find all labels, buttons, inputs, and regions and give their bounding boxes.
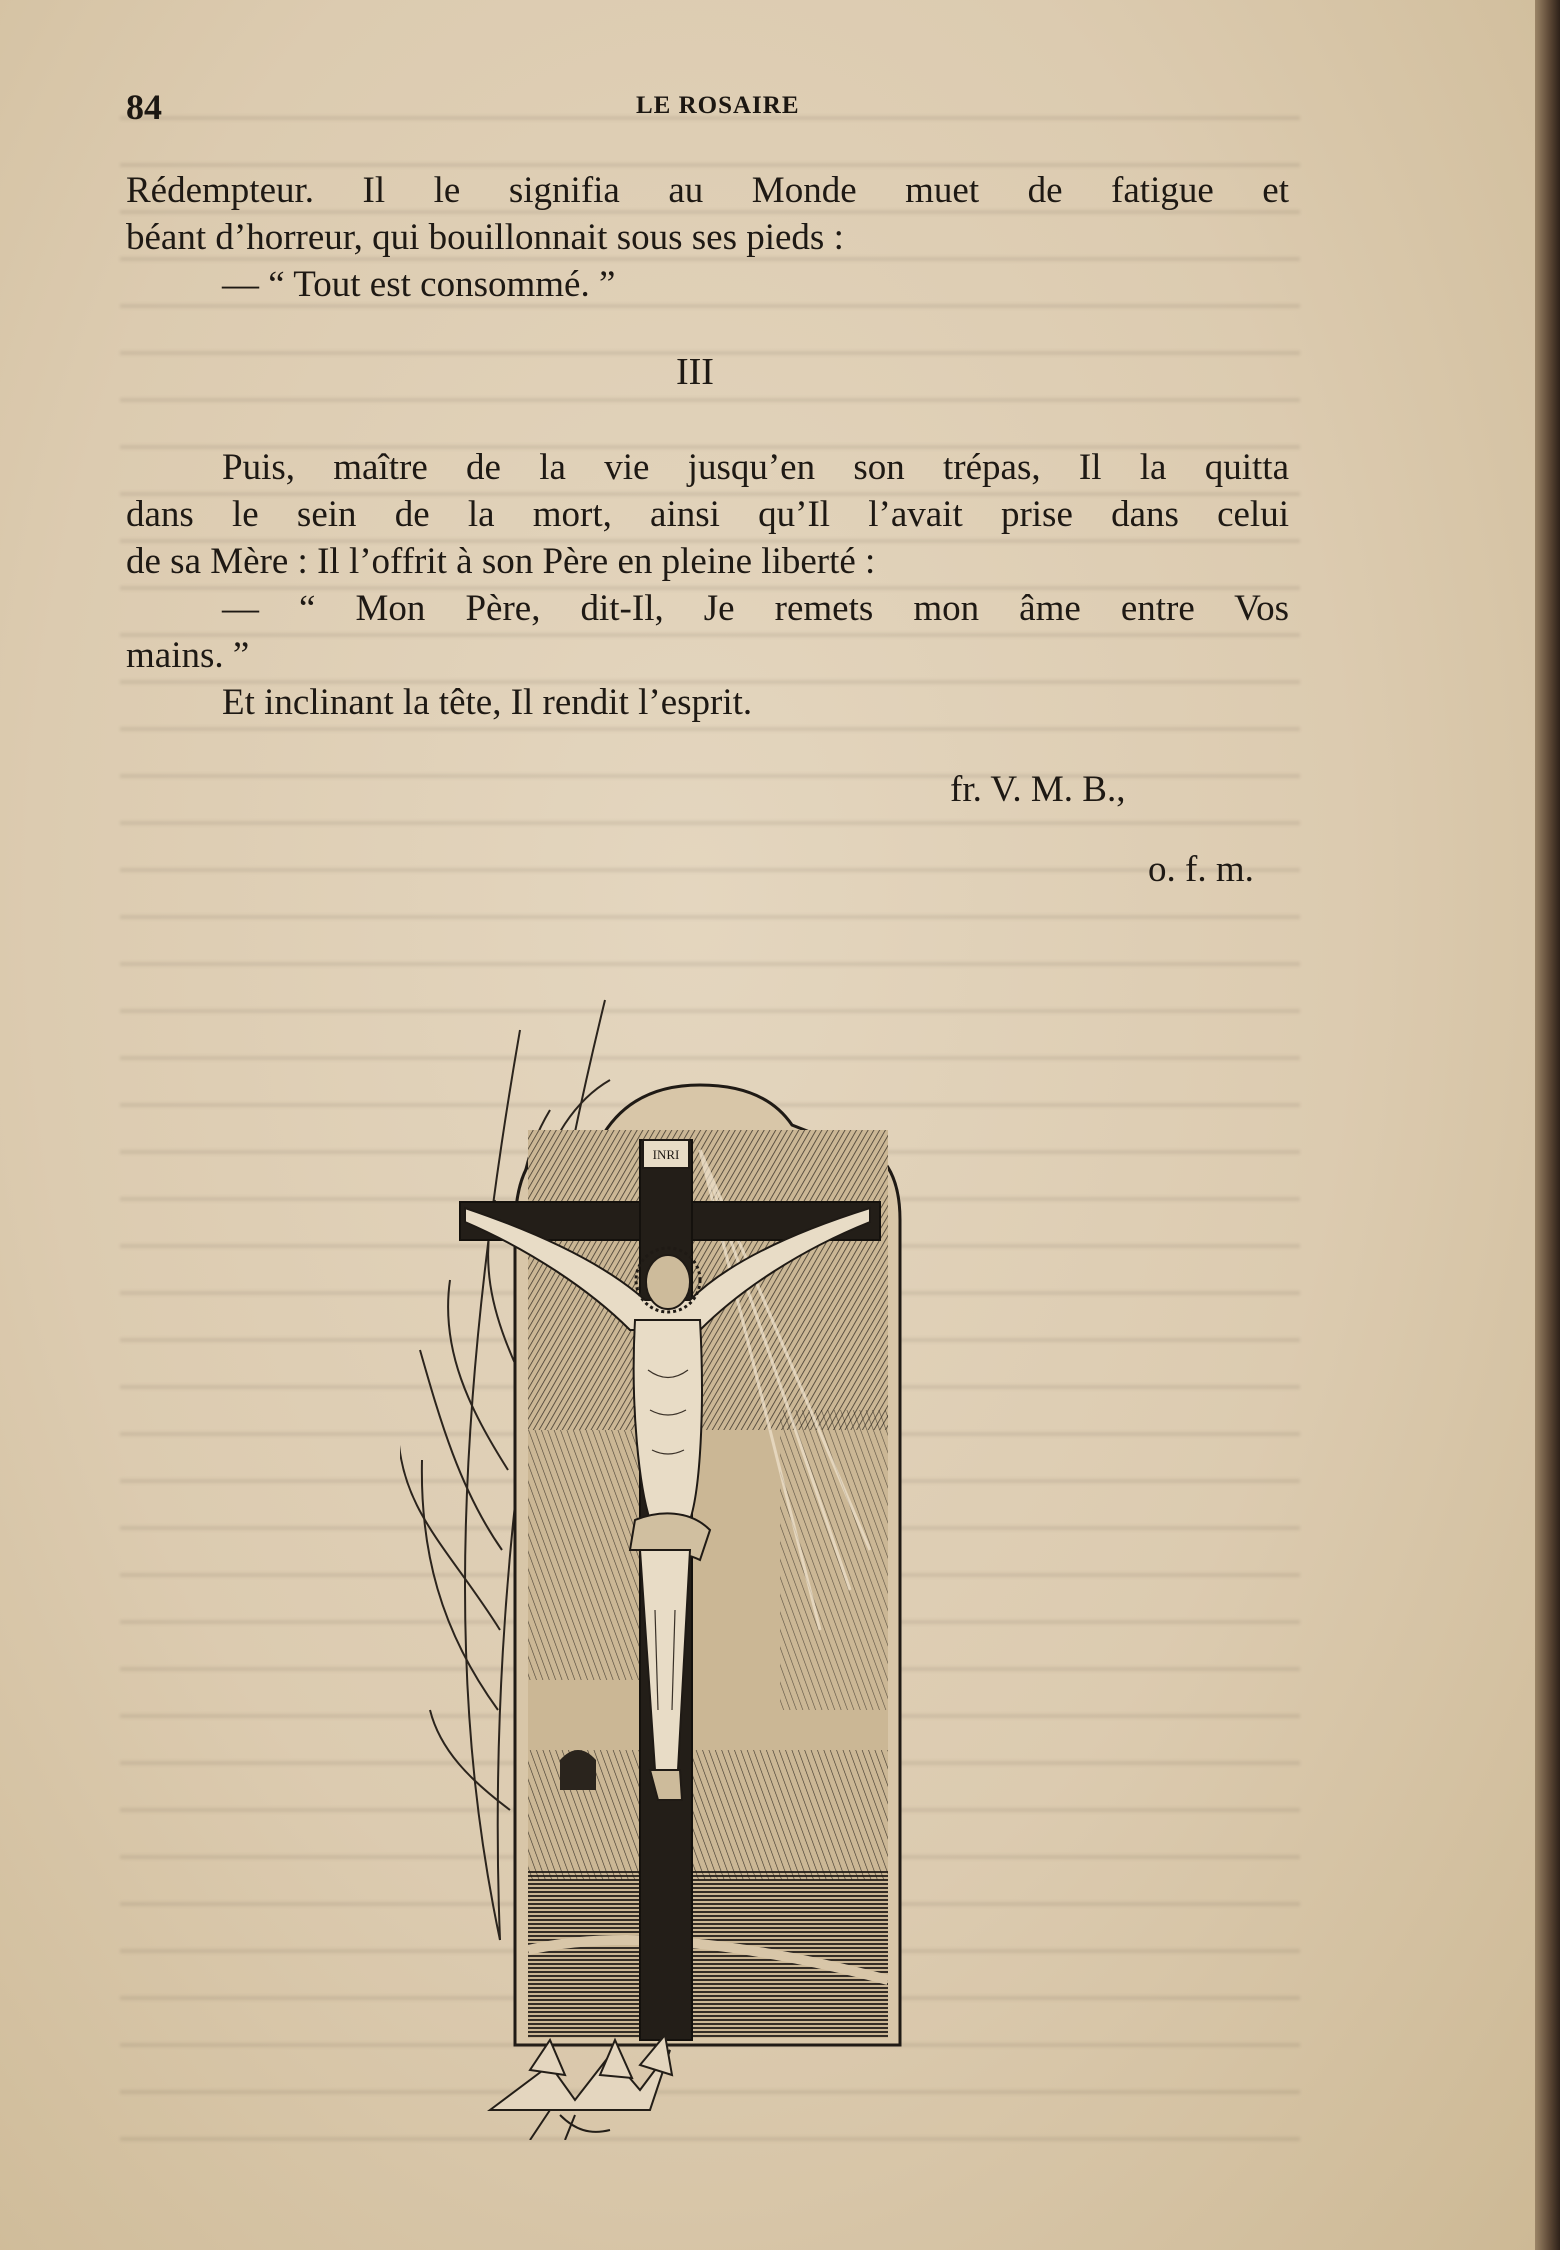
section-number: III	[676, 351, 714, 393]
text-line: — “ Tout est consommé. ”	[222, 264, 616, 305]
text-line: mains. ”	[126, 635, 250, 676]
text-line: — “ Mon Père, dit-Il, Je remets mon âme entre Vos	[222, 588, 1289, 629]
signature-name: fr. V. M. B.,	[950, 769, 1126, 810]
text-line: béant d’horreur, qui bouillonnait sous ses pieds :	[126, 217, 844, 258]
text-line: de sa Mère : Il l’offrit à son Père en pleine liberté :	[126, 541, 876, 582]
lily-bouquet	[490, 2035, 690, 2140]
cross-plaque: INRI	[652, 1147, 680, 1162]
text-line: dans le sein de la mort, ainsi qu’Il l’avait prise dans celui	[126, 494, 1289, 535]
page-binding-edge	[1535, 0, 1560, 2250]
text-line: Et inclinant la tête, Il rendit l’esprit.	[222, 682, 753, 723]
text-line: Puis, maître de la vie jusqu’en son trépas, Il la quitta	[222, 447, 1289, 488]
crucifix-illustration	[400, 990, 1020, 2140]
page-number: 84	[126, 87, 162, 127]
text-line: Rédempteur. Il le signifia au Monde muet de fatigue et	[126, 170, 1289, 211]
running-title: LE ROSAIRE	[636, 92, 800, 119]
page-header	[126, 86, 1286, 126]
signature-order: o. f. m.	[1148, 849, 1254, 890]
